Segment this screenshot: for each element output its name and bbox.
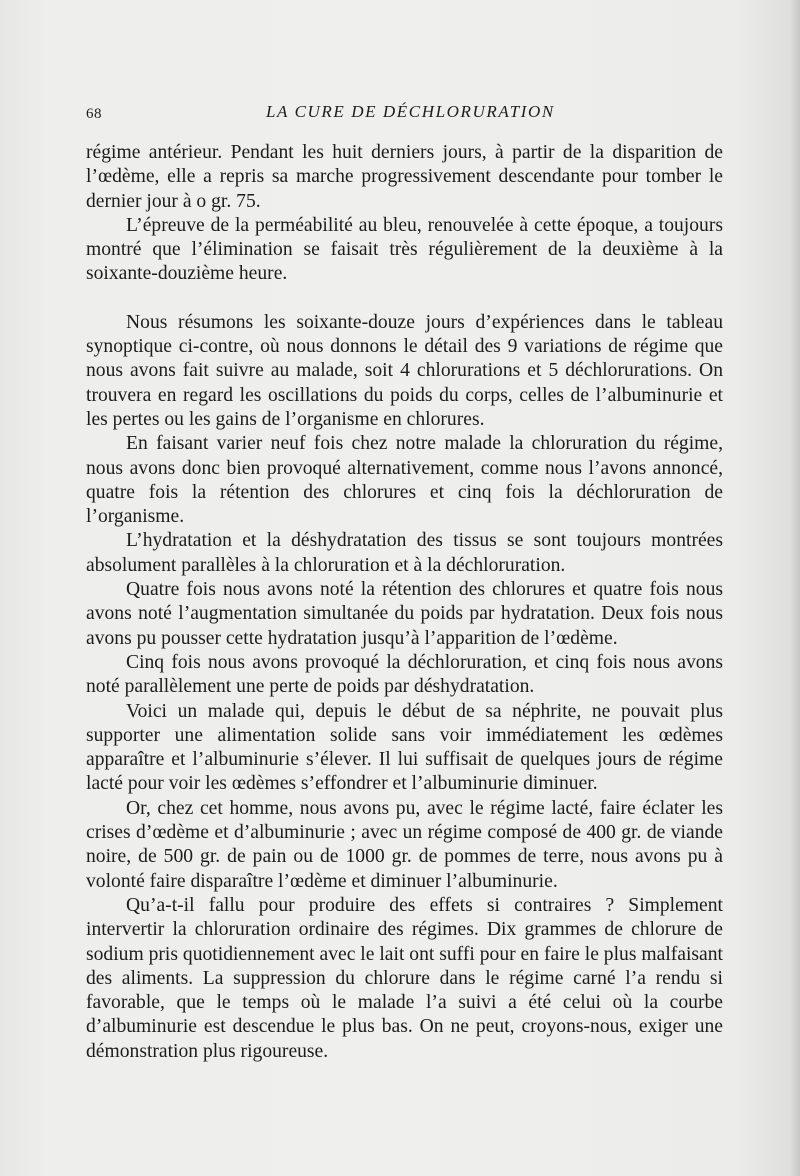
paragraph: L’hydratation et la déshydratation des tissus se sont toujours montrées absolument parallèles à la chloruration et à la déchloruration. (86, 530, 723, 576)
page-header (86, 102, 726, 128)
page-edge-shadow (790, 0, 800, 1176)
page-number: 68 (86, 106, 102, 122)
paragraph: régime antérieur. Pendant les huit derniers jours, à partir de la disparition de l’œdème, elle a repris sa marche progressivement descendante pour tomber le dernier jour à o gr. 75. (86, 142, 723, 212)
paragraph: Quatre fois nous avons noté la rétention des chlorures et quatre fois nous avons noté l’augmentation simultanée du poids par hydratation. Deux fois nous avons pu pousser cette hydratation jusqu’à l’apparition de l’œdème. (86, 579, 723, 649)
paragraph: En faisant varier neuf fois chez notre malade la chloruration du régime, nous avons donc bien provoqué alternativement, comme nous l’avons annoncé, quatre fois la rétention des chlorures et cinq fois la déchloruration de l’organisme. (86, 433, 723, 528)
running-head: LA CURE DE DÉCHLORURATION (266, 102, 555, 121)
paragraph: Qu’a-t-il fallu pour produire des effets si contraires ? Simplement intervertir la chloruration ordinaire des régimes. Dix grammes de chlorure de sodium pris quotidiennement avec le lait ont suffi pour en faire le plus malfaisant des aliments. La suppression du chlorure dans le régime carné l’a rendu si favorable, que le temps où le malade l’a suivi a été celui où la courbe d’albuminurie est descendue le plus bas. On ne peut, croyons-nous, exiger une démonstration plus rigoureuse. (86, 894, 723, 1062)
body-text (86, 141, 723, 1064)
paragraph: Or, chez cet homme, nous avons pu, avec le régime lacté, faire éclater les crises d’œdème et d’albuminurie ; avec un régime composé de 400 gr. de viande noire, de 500 gr. de pain ou de 1000 gr. de pommes de terre, nous avons pu à volonté faire disparaître l’œdème et diminuer l’albuminurie. (86, 797, 723, 892)
paragraph: L’épreuve de la perméabilité au bleu, renouvelée à cette époque, a toujours montré que l’élimination se faisait très régulièrement de la deuxième à la soixante-douzième heure. (86, 214, 723, 285)
paragraph: Cinq fois nous avons provoqué la déchloruration, et cinq fois nous avons noté parallèlement une perte de poids par déshydratation. (86, 651, 723, 698)
paragraph: Nous résumons les soixante-douze jours d’expériences dans le tableau synoptique ci-contre, où nous donnons le détail des 9 variations de régime que nous avons fait suivre au malade, soit 4 chlorurations et 5 déchlorurations. On trouvera en regard les oscillations du poids du corps, celles de l’albuminurie et les pertes ou les gains de l’organisme en chlorures. (86, 311, 723, 430)
paragraph: Voici un malade qui, depuis le début de sa néphrite, ne pouvait plus supporter une alimentation solide sans voir immédiatement les œdèmes apparaître et l’albuminurie s’élever. Il lui suffisait de quelques jours de régime lacté pour voir les œdèmes s’effondrer et l’albuminurie diminuer. (86, 700, 723, 795)
